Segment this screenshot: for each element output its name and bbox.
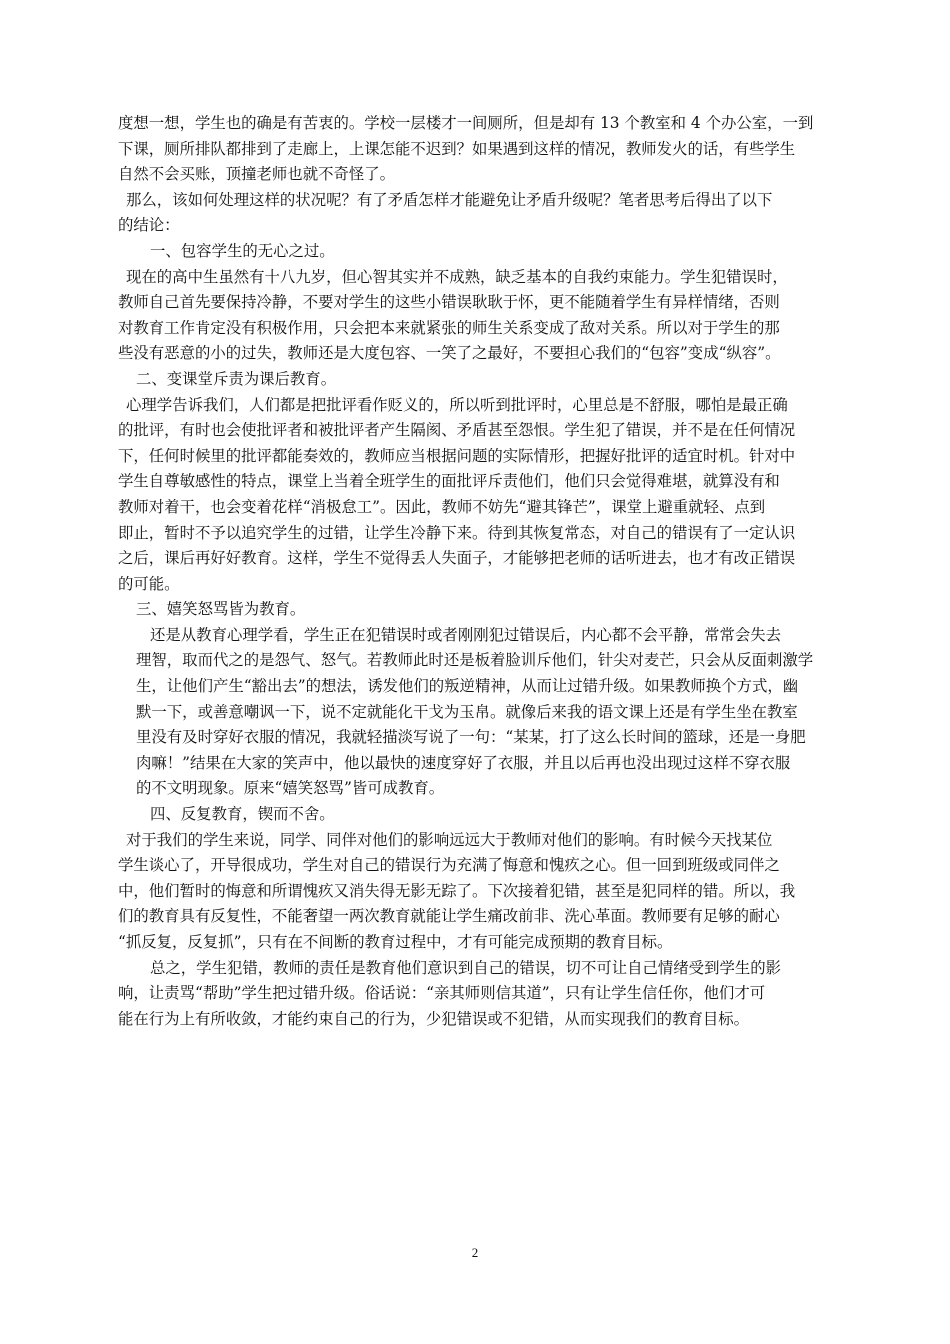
body-line: 们的教育具有反复性，不能奢望一两次教育就能让学生痛改前非、洗心革面。教师要有足够的耐心 [118, 907, 780, 926]
paragraph-start: 那么，该如何处理这样的状况呢？有了矛盾怎样才能避免让矛盾升级呢？笔者思考后得出了以下 [126, 190, 773, 209]
section-heading: 二、变课堂斥责为课后教育。 [136, 369, 337, 388]
body-line: 学生谈心了，开导很成功，学生对自己的错误行为充满了悔意和愧疚之心。但一回到班级或同伴之 [118, 856, 780, 875]
body-line: 中，他们暂时的悔意和所谓愧疚又消失得无影无踪了。下次接着犯错，甚至是犯同样的错。所以，我 [118, 881, 796, 900]
section-heading: 三、嬉笑怒骂皆为教育。 [136, 600, 306, 619]
section-heading: 四、反复教育，锲而不舍。 [150, 805, 335, 824]
body-line: 下课，厕所排队都排到了走廊上，上课怎能不迟到？如果遇到这样的情况，教师发火的话，有些学生 [118, 139, 796, 158]
paragraph-start: 心理学告诉我们，人们都是把批评看作贬义的，所以听到批评时，心里总是不舒服，哪怕是最正确 [126, 395, 788, 414]
paragraph-start: 还是从教育心理学看，学生正在犯错误时或者刚刚犯过错误后，内心都不会平静，常常会失去 [150, 625, 782, 644]
body-line: 理智，取而代之的是怨气、怒气。若教师此时还是板着脸训斥他们，针尖对麦芒，只会从反面刺激学 [136, 651, 814, 670]
body-line: 即止，暂时不予以追究学生的过错，让学生冷静下来。待到其恢复常态，对自己的错误有了一定认识 [118, 523, 796, 542]
body-line: 生，让他们产生“豁出去”的想法，诱发他们的叛逆精神，从而让过错升级。如果教师换个方式，幽 [136, 677, 799, 696]
body-line: 自然不会买账，顶撞老师也就不奇怪了。 [118, 165, 396, 184]
body-line: 的不文明现象。原来“嬉笑怒骂”皆可成教育。 [136, 779, 445, 798]
body-line: 响，让责骂“帮助”学生把过错升级。俗话说：“亲其师则信其道”，只有让学生信任你，他们才可 [118, 984, 766, 1003]
body-line: 对教育工作肯定没有积极作用，只会把本来就紧张的师生关系变成了敌对关系。所以对于学生的那 [118, 318, 780, 337]
body-line: 下，任何时候里的批评都能奏效的，教师应当根据问题的实际情形，把握好批评的适宜时机。针对中 [118, 446, 796, 465]
paragraph-start: 现在的高中生虽然有十八九岁，但心智其实并不成熟，缺乏基本的自我约束能力。学生犯错误时， [126, 267, 788, 286]
body-line: 肉嘛！”结果在大家的笑声中，他以最快的速度穿好了衣服，并且以后再也没出现过这样不穿衣服 [136, 753, 791, 772]
body-line: 的批评，有时也会使批评者和被批评者产生隔阂、矛盾甚至怨恨。学生犯了错误，并不是在任何情况 [118, 421, 796, 440]
body-line: 度想一想，学生也的确是有苦衷的。学校一层楼才一间厕所，但是却有 13 个教室和 4 个办公室，一到 [118, 114, 814, 132]
body-line: 些没有恶意的小的过失，教师还是大度包容、一笑了之最好，不要担心我们的“包容”变成“纵容”。 [118, 344, 781, 363]
paragraph-start: 对于我们的学生来说，同学、同伴对他们的影响远远大于教师对他们的影响。有时候今天找某位 [126, 830, 773, 849]
document-body [118, 111, 834, 1032]
body-line: 教师对着干，也会变着花样“消极怠工”。因此，教师不妨先“避其锋芒”，课堂上避重就轻、点到 [118, 497, 766, 516]
paragraph-start: 总之，学生犯错，教师的责任是教育他们意识到自己的错误，切不可让自己情绪受到学生的影 [150, 958, 782, 977]
body-line: 的可能。 [118, 574, 180, 593]
section-heading: 一、包容学生的无心之过。 [150, 241, 335, 260]
body-line: “抓反复，反复抓”，只有在不间断的教育过程中，才有可能完成预期的教育目标。 [118, 933, 673, 951]
body-line: 的结论： [118, 216, 180, 235]
page-number: 2 [471, 1245, 479, 1260]
body-line: 能在行为上有所收敛，才能约束自己的行为，少犯错误或不犯错，从而实现我们的教育目标。 [118, 1009, 750, 1028]
body-line: 默一下，或善意嘲讽一下，说不定就能化干戈为玉帛。就像后来我的语文课上还是有学生坐在教室 [136, 702, 798, 721]
body-line: 学生自尊敏感性的特点，课堂上当着全班学生的面批评斥责他们，他们只会觉得难堪，就算没有和 [118, 472, 780, 491]
body-line: 之后，课后再好好教育。这样，学生不觉得丢人失面子，才能够把老师的话听进去，也才有改正错误 [118, 549, 796, 568]
body-line: 里没有及时穿好衣服的情况，我就轻描淡写说了一句：“某某，打了这么长时间的篮球，还是一身肥 [136, 728, 806, 747]
body-line: 教师自己首先要保持冷静，不要对学生的这些小错误耿耿于怀，更不能随着学生有异样情绪，否则 [118, 293, 780, 312]
